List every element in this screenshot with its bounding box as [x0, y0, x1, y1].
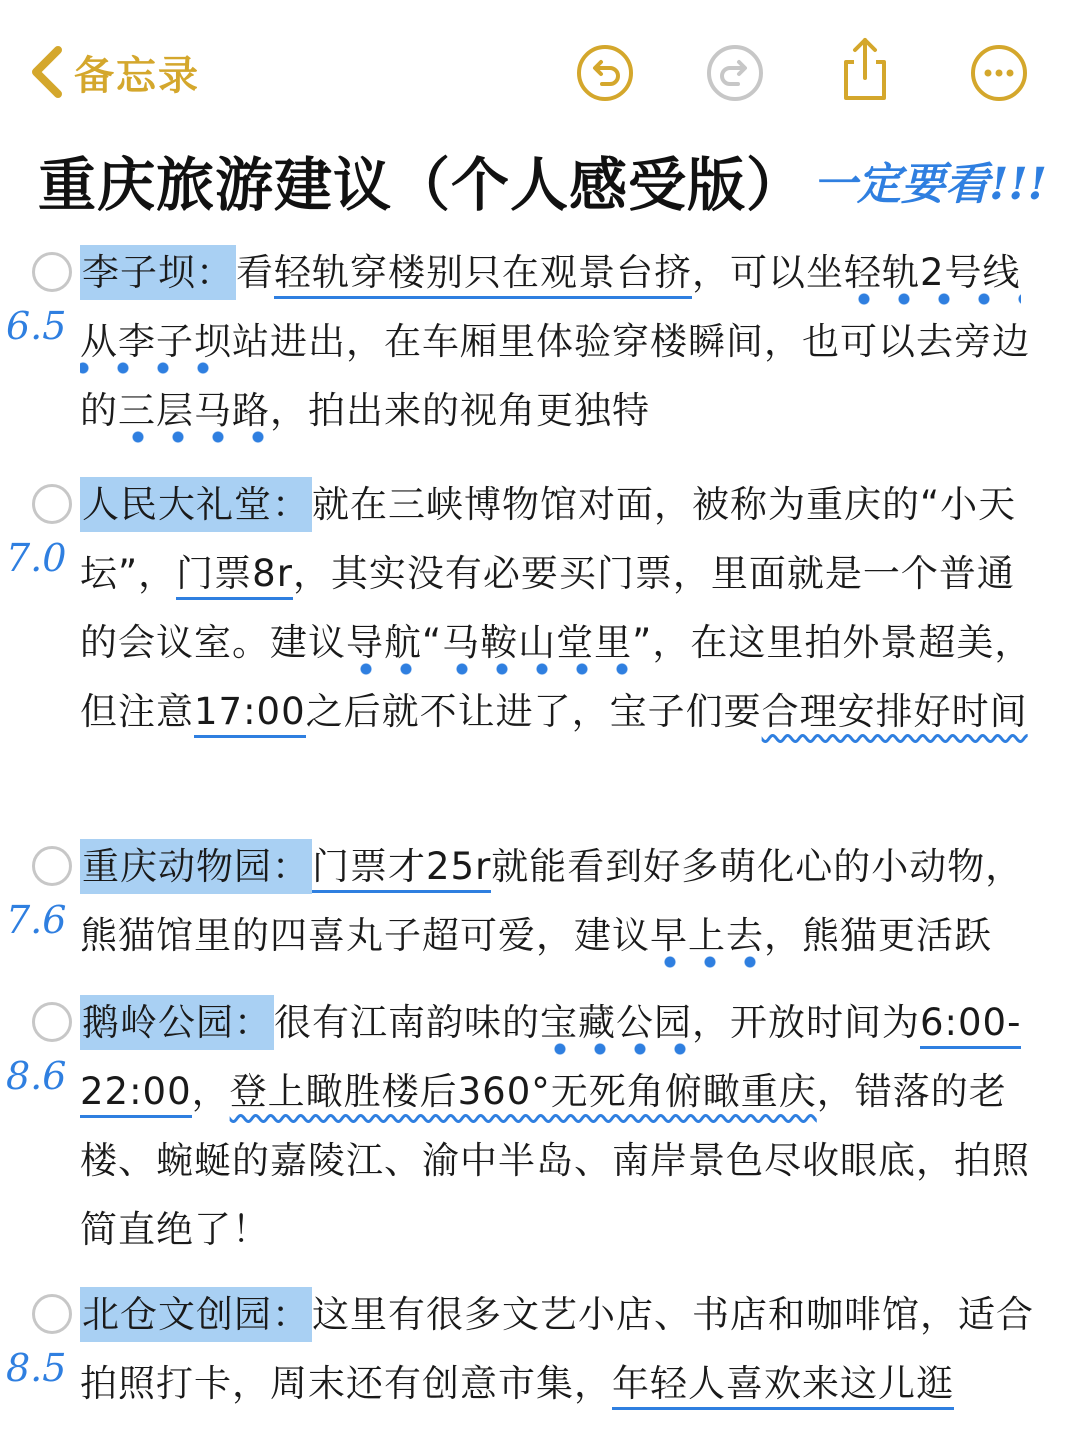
wavy-underlined-text: 登上瞰胜楼后360°无死角俯瞰重庆	[229, 1070, 817, 1113]
note-title-row	[38, 138, 1068, 218]
more-icon[interactable]	[968, 42, 1030, 104]
score: 6.5	[6, 304, 67, 348]
checklist-radio[interactable]	[32, 1294, 72, 1334]
handwritten-note: 一定要看!!!	[813, 159, 1047, 210]
underlined-text: 年轻人喜欢来这儿逛	[612, 1362, 954, 1410]
underlined-text: 17:00	[194, 690, 306, 738]
underlined-text: 门票8r	[176, 552, 293, 600]
score: 8.5	[6, 1346, 67, 1390]
dot-marked-text: 导航	[346, 621, 422, 676]
checklist-radio[interactable]	[32, 1002, 72, 1042]
item-text: 人民大礼堂：就在三峡博物馆对面，被称为重庆的“小天坛”，门票8r，其实没有必要买门票，里面就是一个普通的会议室。建议导航“马鞍山堂里”，在这里拍外景超美，但注意17:00之后就不让进了，宝子们要合理安排好时间	[80, 470, 1045, 746]
redo-icon[interactable]	[704, 42, 766, 104]
dot-marked-text: 宝藏公园	[540, 1001, 692, 1056]
place-name: 人民大礼堂：	[80, 477, 312, 532]
score: 8.6	[6, 1054, 67, 1098]
note-title: 重庆旅游建议（个人感受版）	[38, 151, 806, 219]
item-text: 北仓文创园：这里有很多文艺小店、书店和咖啡馆，适合拍照打卡，周末还有创意市集，年轻人喜欢来这儿逛	[80, 1280, 1045, 1418]
checklist-radio[interactable]	[32, 846, 72, 886]
checklist-radio[interactable]	[32, 252, 72, 292]
item-text: 李子坝：看轻轨穿楼别只在观景台挤，可以坐轻轨2号线从李子坝站进出，在车厢里体验穿楼瞬间，也可以去旁边的三层马路，拍出来的视角更独特	[80, 238, 1045, 445]
place-name: 北仓文创园：	[80, 1287, 312, 1342]
item-text: 鹅岭公园：很有江南韵味的宝藏公园，开放时间为6:00-22:00，登上瞰胜楼后360°无死角俯瞰重庆，错落的老楼、蜿蜒的嘉陵江、渝中半岛、南岸景色尽收眼底，拍照简直绝了！	[80, 988, 1045, 1264]
place-name: 李子坝：	[80, 245, 236, 300]
underlined-text: 6:00-22:00	[80, 1001, 1021, 1118]
score: 7.0	[6, 536, 67, 580]
item-text: 重庆动物园：门票才25r就能看到好多萌化心的小动物，熊猫馆里的四喜丸子超可爱，建议早上去，熊猫更活跃	[80, 832, 1045, 970]
dot-marked-text: 早上去	[650, 914, 764, 969]
back-button[interactable]	[28, 40, 200, 104]
underlined-text: 门票才25r	[312, 845, 491, 893]
checklist-radio[interactable]	[32, 484, 72, 524]
dot-marked-text: 马鞍山堂里	[442, 621, 632, 676]
dot-marked-text: 三层马路	[118, 389, 270, 444]
place-name: 鹅岭公园：	[80, 995, 274, 1050]
score: 7.6	[6, 898, 67, 942]
chevron-left-icon	[28, 44, 64, 100]
navigation-bar	[0, 0, 1080, 120]
place-name: 重庆动物园：	[80, 839, 312, 894]
back-label: 备忘录	[74, 52, 200, 99]
wavy-underlined-text: 合理安排好时间	[761, 690, 1028, 733]
share-icon[interactable]	[834, 34, 896, 104]
undo-icon[interactable]	[574, 42, 636, 104]
underlined-text: 轻轨穿楼别只在观景台挤	[274, 251, 692, 299]
dot-marked-text: 轻轨2号线从李子坝	[80, 251, 1021, 375]
